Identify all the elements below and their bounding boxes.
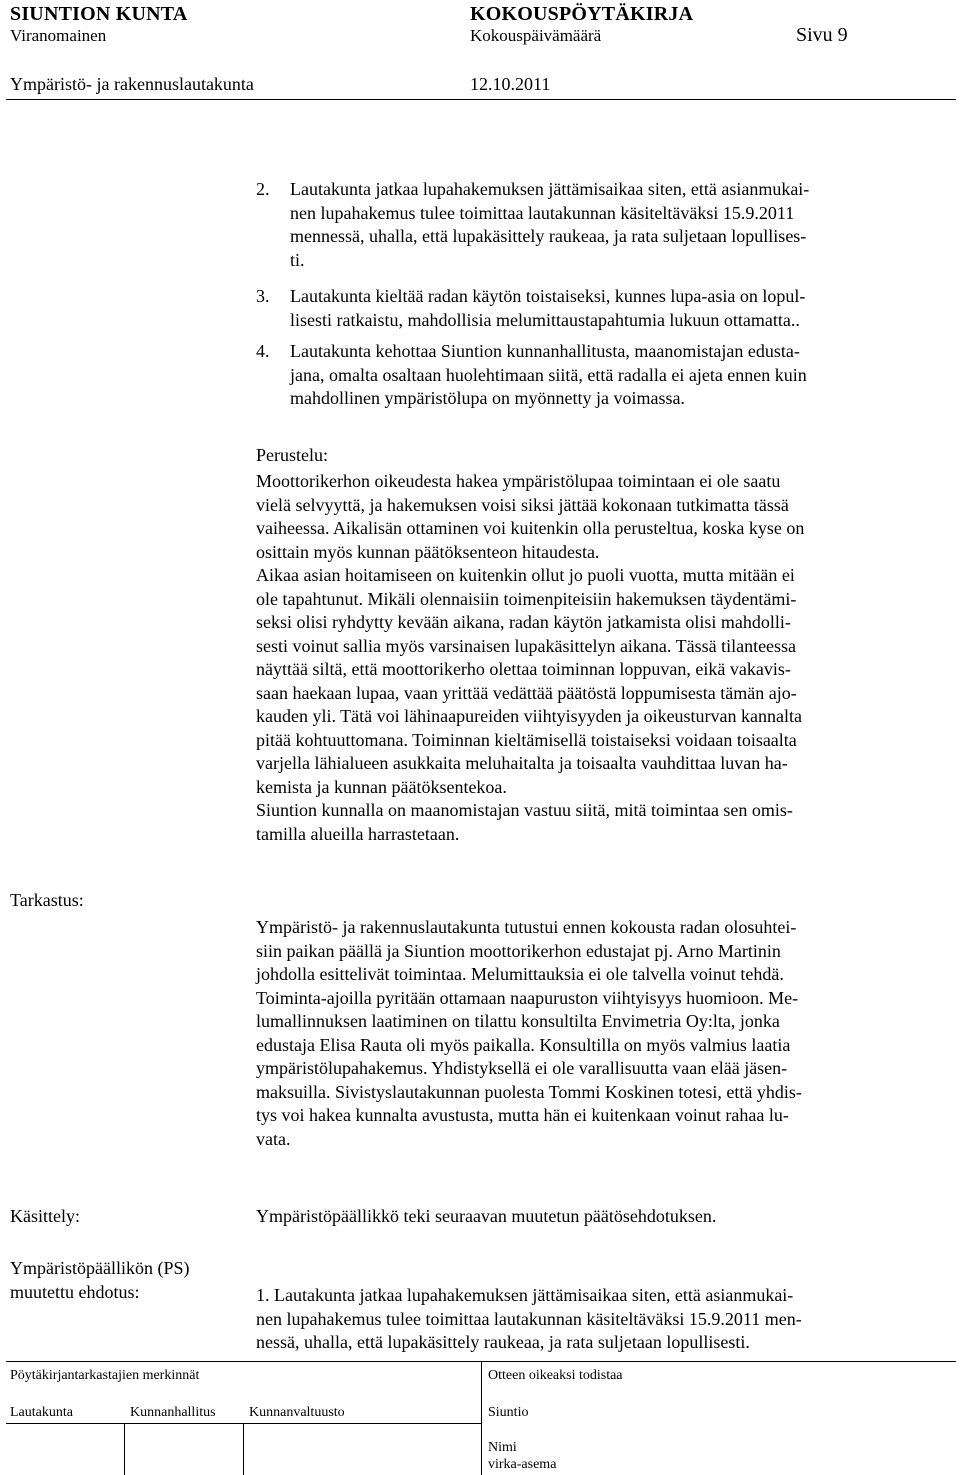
- footer-center-divider: [481, 1361, 482, 1475]
- kasittely-label: Käsittely:: [10, 1206, 80, 1226]
- item-number: 2.: [256, 179, 270, 199]
- page-number: Sivu 9: [796, 24, 848, 46]
- proposal-text: 1. Lautakunta jatkaa lupahakemuksen jättämisaikaa siten, että asianmukai- nen lupahakemus tulee toimittaa lautakunnan käsiteltäväksi 15.9.2011 men- nessä, uhalla, että lupakäsittely raukeaa, ja rata suljetaan lopullisesti.: [256, 1285, 802, 1352]
- tarkastus-text: Ympäristö- ja rakennuslautakunta tutustui ennen kokousta radan olosuhtei- siin paikan päällä ja Siuntion moottorikerhon edustajat pj. Arno Martinin johdolla esittelivät toimintaa. Melumittauksia ei ole talvella voinut tehdä. Toiminta-ajoilla pyritään ottamaan naapuruston viihtyisyys huomioon. Me- lumallinnuksen laatiminen on tilattu konsultilta Envimetria Oy:lta, jonka edustaja Elisa Rauta oli myös paikalla. Konsultilla on myös valmius laatia ympäristölupahakemus. Yhdistyksellä ei ole varallisuutta vaan elää jäsen- maksuilla. Sivistyslautakunnan puolesta Tommi Koskinen totesi, että yhdis- tys voi hakea kunnalta avustusta, mutta hän ei kuitenkaan voinut rahaa lu- vata.: [256, 917, 802, 1149]
- footer-divider-2: [243, 1423, 244, 1475]
- meeting-date-label: Kokouspäivämäärä: [470, 26, 602, 45]
- footer-divider-1: [124, 1423, 125, 1475]
- footer-certified-label: Otteen oikeaksi todistaa: [488, 1368, 623, 1383]
- authority-label: Viranomainen: [10, 26, 107, 45]
- perustelu-text: Moottorikerhon oikeudesta hakea ympäristölupaa toimintaan ei ole saatu vielä selvyyttä, ja hakemuksen voisi siksi jättää kokonaan tutkimatta tässä vaiheessa. Aikalisän ottaminen voi kuitenkin olla perusteltua, koska kyse on osittain myös kunnan päätöksenteon hitaudesta. Aikaa asian hoitamiseen on kuitenkin ollut jo puoli vuotta, mutta mitään ei ole tapahtunut. Mikäli olennaisiin toimenpiteisiin hakemuksen täydentämi- seksi olisi ryhdytty kevään aikana, radan käytön jatkamista olisi mahdolli- sesti voinut sallia myös varsinaisen lupakäsittelyn aikana. Tässä tilanteessa näyttää siltä, että moottorikerho olettaa toiminnan loppuvan, eikä vakavis- saan haekaan lupaa, vaan yrittää vedättää päätöstä loppumisesta tämän ajo- kauden yli. Tätä voi lähinaapureiden viihtyisyyden ja oikeusturvan kannalta pitää kohtuuttomana. Toiminnan kieltämisellä toistaiseksi voidaan toisaalta varjella lähialueen asukkaita meluhaitalta ja toisaalta vauhdittaa luvan ha- kemista ja kunnan päätöksentekoa. Siuntion kunnalla on maanomistajan vastuu siitä, mitä toimintaa sen omis- tamilla alueilla harrastetaan.: [256, 471, 805, 844]
- document-type: KOKOUSPÖYTÄKIRJA: [470, 3, 694, 25]
- tarkastus-label: Tarkastus:: [10, 890, 84, 910]
- item-text: Lautakunta jatkaa lupahakemuksen jättämisaikaa siten, että asianmukai- nen lupahakemus tulee toimittaa lautakunnan käsiteltäväksi 15.9.2011 mennessä, uhalla, että lupakäsittely raukeaa, ja rata suljetaan lopullises- ti.: [290, 179, 810, 270]
- item-text: Lautakunta kehottaa Siuntion kunnanhallitusta, maanomistajan edusta- jana, omalta osaltaan huolehtimaan siitä, että radalla ei ajeta ennen kuin mahdollinen ympäristölupa on myönnetty ja voimassa.: [290, 341, 807, 408]
- footer-place: Siuntio: [488, 1405, 529, 1420]
- perustelu-heading: Perustelu:: [256, 445, 328, 465]
- footer-col-kunnanvaltuusto: Kunnanvaltuusto: [249, 1405, 345, 1420]
- footer-name-label: Nimi: [488, 1440, 517, 1455]
- item-text: Lautakunta kieltää radan käytön toistaiseksi, kunnes lupa-asia on lopul- lisesti ratkaistu, mahdollisia melumittaustapahtumia lukuun ottamatta..: [290, 286, 806, 330]
- list-item: [256, 285, 956, 332]
- footer-col-kunnanhallitus: Kunnanhallitus: [130, 1405, 216, 1420]
- municipality-name: SIUNTION KUNTA: [10, 3, 188, 25]
- item-number: 4.: [256, 341, 270, 361]
- footer-inspectors-label: Pöytäkirjantarkastajien merkinnät: [10, 1368, 200, 1383]
- proposal-label: Ympäristöpäällikön (PS) muutettu ehdotus:: [10, 1258, 190, 1302]
- footer-title-label: virka-asema: [488, 1457, 557, 1472]
- footer-col-lautakunta: Lautakunta: [10, 1405, 73, 1420]
- item-number: 3.: [256, 286, 270, 306]
- authority-name: Ympäristö- ja rakennuslautakunta: [10, 74, 254, 94]
- list-item: [256, 178, 956, 272]
- kasittely-text: Ympäristöpäällikkö teki seuraavan muutetun päätösehdotuksen.: [256, 1206, 717, 1226]
- meeting-date: 12.10.2011: [470, 74, 551, 94]
- header-rule: [6, 99, 956, 100]
- list-item: [256, 340, 956, 411]
